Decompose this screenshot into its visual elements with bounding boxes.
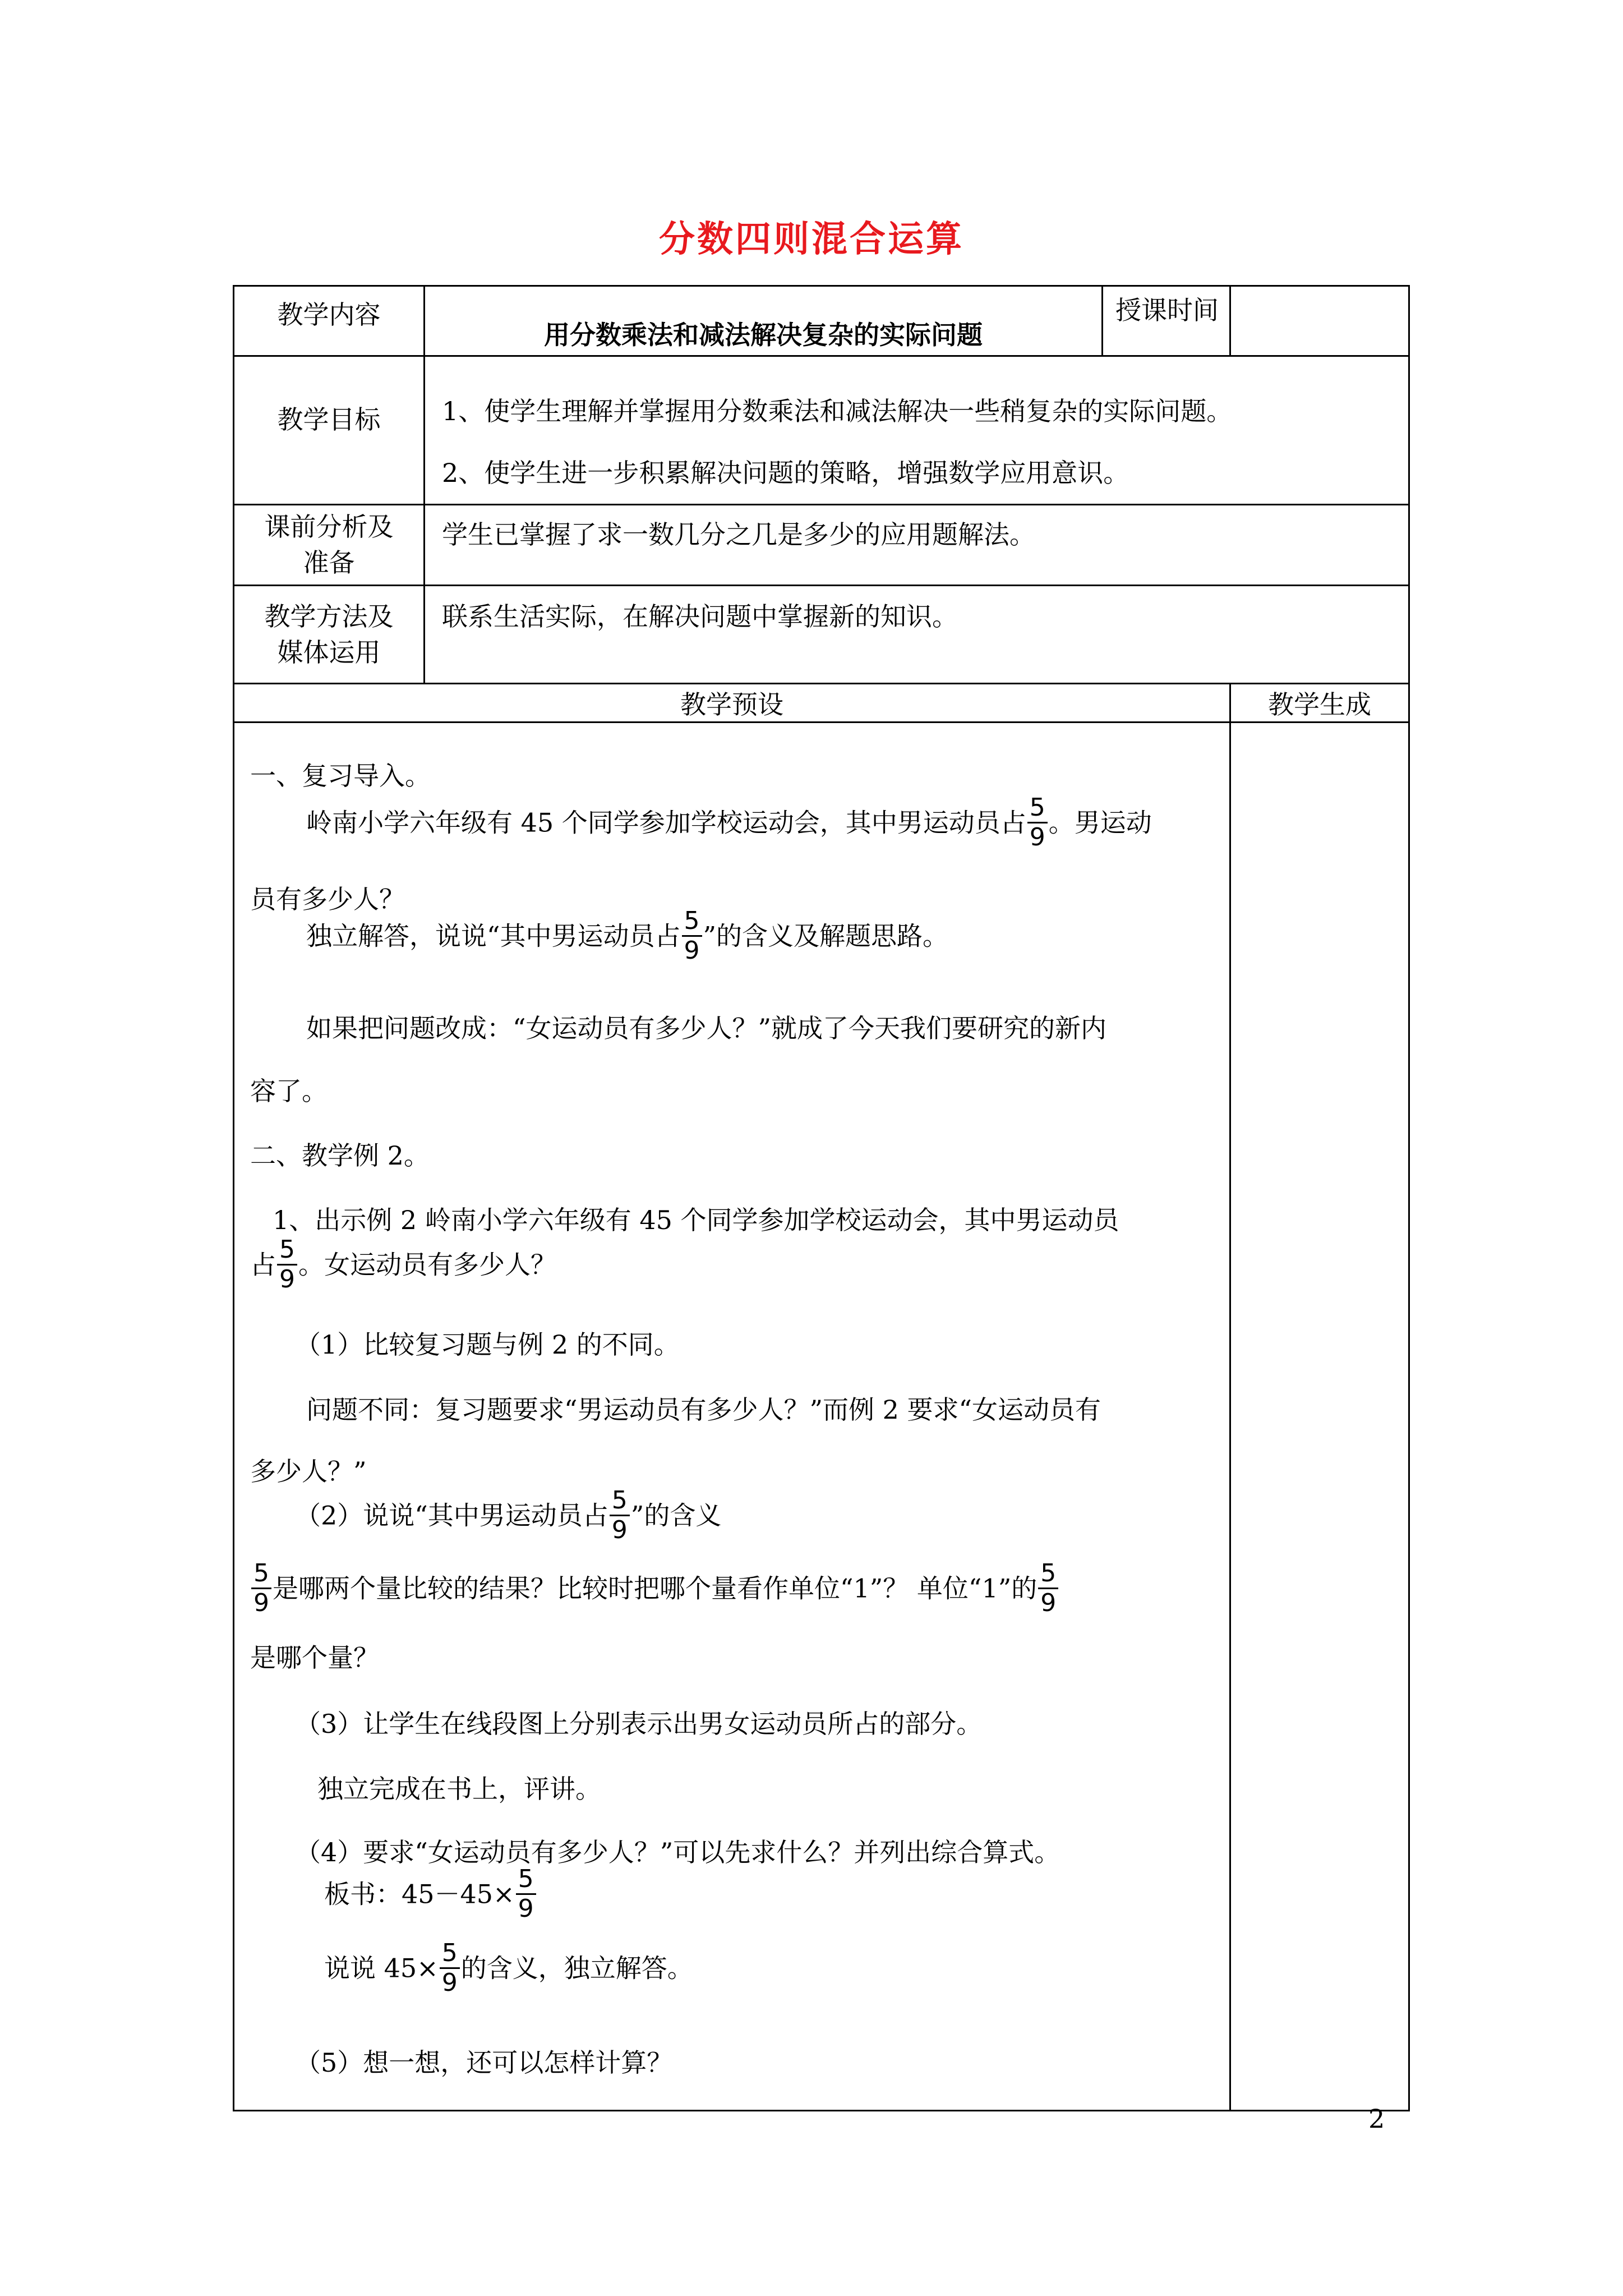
goal-item-2: 2、使学生进一步积累解决问题的策略，增强数学应用意识。 bbox=[442, 458, 1129, 488]
prep-label-line-1: 课前分析及 bbox=[264, 512, 394, 542]
fraction-five-ninths bbox=[682, 907, 702, 965]
plan-body-cell bbox=[234, 723, 1230, 2111]
example-line-2 bbox=[250, 1235, 556, 1296]
review-paragraph-line-2: 员有多少人？ bbox=[250, 884, 405, 914]
fraction-numerator: 5 bbox=[682, 907, 702, 937]
fraction-five-ninths bbox=[1038, 1559, 1058, 1617]
fraction-five-ninths bbox=[440, 1939, 460, 1997]
text-span: ”的含义 bbox=[630, 1500, 722, 1531]
text-span: 。男运动 bbox=[1048, 807, 1152, 838]
fraction-denominator: 9 bbox=[253, 1589, 269, 1617]
text-span: 占 bbox=[250, 1249, 276, 1280]
example-line-1: 1、出示例 2 岭南小学六年级有 45 个同学参加学校运动会，其中男运动员 bbox=[273, 1205, 1119, 1235]
which-quantity-line-1 bbox=[250, 1559, 1059, 1619]
content-value: 用分数乘法和减法解决复杂的实际问题 bbox=[425, 286, 1103, 356]
review-paragraph-line-1 bbox=[306, 793, 1152, 854]
page-number: 2 bbox=[1368, 2104, 1385, 2134]
time-value bbox=[1230, 286, 1409, 356]
fraction-denominator: 9 bbox=[441, 1968, 458, 1997]
generation-body-cell bbox=[1230, 723, 1409, 2111]
method-value: 联系生活实际，在解决问题中掌握新的知识。 bbox=[425, 586, 1409, 684]
text-span: ”的含义及解题思路。 bbox=[703, 921, 949, 951]
fraction-denominator: 9 bbox=[684, 936, 700, 965]
text-span: 岭南小学六年级有 45 个同学参加学校运动会，其中男运动员占 bbox=[306, 807, 1026, 838]
line-diagram-line: （3）让学生在线段图上分别表示出男女运动员所占的部分。 bbox=[295, 1709, 983, 1739]
generation-header: 教学生成 bbox=[1230, 684, 1409, 723]
fraction-denominator: 9 bbox=[518, 1894, 534, 1923]
fraction-denominator: 9 bbox=[1040, 1589, 1057, 1617]
prep-row bbox=[234, 505, 1409, 586]
independent-answer-line bbox=[306, 909, 948, 967]
fraction-five-ninths bbox=[610, 1487, 630, 1544]
fraction-denominator: 9 bbox=[1029, 823, 1045, 852]
what-first-line: （4）要求“女运动员有多少人？”可以先求什么？并列出综合算式。 bbox=[295, 1837, 1061, 1867]
meaning-line bbox=[295, 1486, 722, 1547]
plan-body-row bbox=[234, 723, 1409, 2111]
fraction-five-ninths bbox=[516, 1865, 536, 1923]
fraction-five-ninths bbox=[277, 1236, 297, 1294]
fraction-numerator: 5 bbox=[440, 1939, 460, 1969]
goal-text bbox=[425, 356, 1409, 505]
text-span: 。女运动员有多少人？ bbox=[298, 1249, 556, 1280]
text-span: （2）说说“其中男运动员占 bbox=[295, 1500, 608, 1531]
fraction-denominator: 9 bbox=[611, 1516, 628, 1544]
fraction-numerator: 5 bbox=[610, 1487, 630, 1516]
content-label: 教学内容 bbox=[234, 286, 425, 356]
difference-line-1: 问题不同：复习题要求“男运动员有多少人？”而例 2 要求“女运动员有 bbox=[306, 1395, 1101, 1425]
difference-line-2: 多少人？” bbox=[250, 1456, 367, 1487]
text-span: 是哪两个量比较的结果？比较时把哪个量看作单位“1”？ 单位“1”的 bbox=[273, 1573, 1038, 1604]
fraction-numerator: 5 bbox=[1027, 794, 1048, 823]
change-question-line-2: 容了。 bbox=[250, 1076, 328, 1106]
plan-body bbox=[234, 723, 1229, 2109]
text-span: 的含义，独立解答。 bbox=[460, 1953, 693, 1984]
fraction-numerator: 5 bbox=[516, 1865, 536, 1895]
board-writing-line bbox=[324, 1867, 537, 1925]
compare-line: （1）比较复习题与例 2 的不同。 bbox=[295, 1329, 680, 1360]
fraction-numerator: 5 bbox=[251, 1559, 271, 1589]
section-example-heading: 二、教学例 2。 bbox=[250, 1140, 430, 1171]
prep-value: 学生已掌握了求一数几分之几是多少的应用题解法。 bbox=[425, 505, 1409, 586]
method-row bbox=[234, 586, 1409, 684]
page-title: 分数四则混合运算 bbox=[659, 218, 964, 260]
lesson-plan-table bbox=[233, 285, 1410, 2111]
change-question-line-1: 如果把问题改成：“女运动员有多少人？”就成了今天我们要研究的新内 bbox=[306, 1013, 1107, 1043]
content-row bbox=[234, 286, 1409, 356]
fraction-five-ninths bbox=[251, 1559, 271, 1617]
which-quantity-line-2: 是哪个量？ bbox=[250, 1642, 379, 1673]
explain-product-line bbox=[324, 1941, 693, 1999]
goal-item-1: 1、使学生理解并掌握用分数乘法和减法解决一些稍复杂的实际问题。 bbox=[442, 396, 1233, 426]
goal-label: 教学目标 bbox=[234, 356, 425, 505]
method-label-line-1: 教学方法及 bbox=[264, 601, 394, 632]
method-label bbox=[234, 586, 425, 684]
time-label: 授课时间 bbox=[1103, 286, 1230, 356]
text-span: 说说 45× bbox=[324, 1953, 439, 1984]
fraction-numerator: 5 bbox=[277, 1236, 297, 1266]
fraction-five-ninths bbox=[1027, 794, 1048, 852]
goal-row bbox=[234, 356, 1409, 505]
text-span: 板书：45－45× bbox=[324, 1879, 515, 1910]
section-review-heading: 一、复习导入。 bbox=[250, 761, 431, 791]
independent-complete-line: 独立完成在书上，评讲。 bbox=[317, 1774, 601, 1804]
plan-header-row bbox=[234, 684, 1409, 723]
think-line: （5）想一想，还可以怎样计算？ bbox=[295, 2047, 673, 2078]
plan-header: 教学预设 bbox=[234, 684, 1230, 723]
fraction-denominator: 9 bbox=[279, 1265, 295, 1294]
fraction-numerator: 5 bbox=[1038, 1559, 1058, 1589]
prep-label-line-2: 准备 bbox=[303, 547, 355, 578]
method-label-line-2: 媒体运用 bbox=[277, 637, 381, 668]
text-span: 独立解答，说说“其中男运动员占 bbox=[306, 921, 681, 951]
prep-label bbox=[234, 505, 425, 586]
